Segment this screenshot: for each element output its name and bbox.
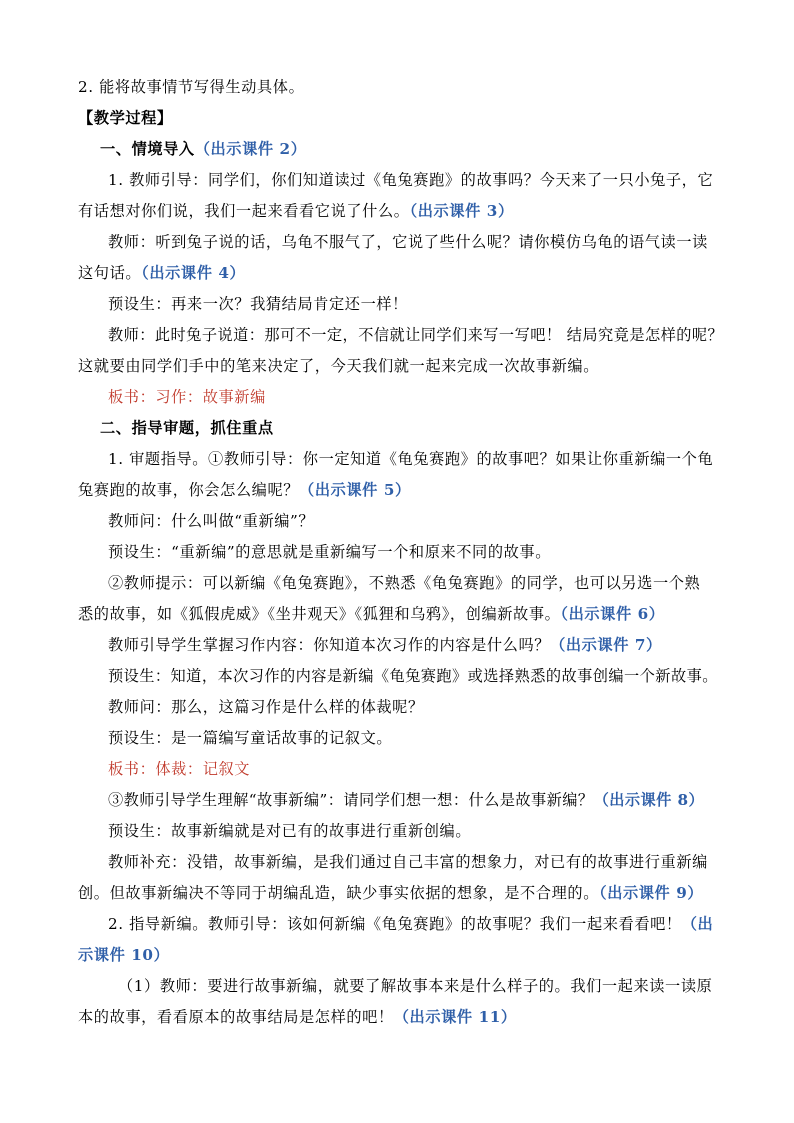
- paragraph-line: 教师：此时兔子说道：那可不一定，不信就让同学们来写一写吧！ 结局究竟是怎样的呢？: [108, 326, 724, 344]
- paragraph-line: （1）教师：要进行故事新编，就要了解故事本来是什么样子的。我们一起来读一读原: [118, 977, 713, 995]
- paragraph-line: 2. 指导新编。教师引导：该如何新编《龟兔赛跑》的故事呢？我们一起来看看吧！（出: [108, 915, 714, 933]
- paragraph-line: 有话想对你们说，我们一起来看看它说了什么。（出示课件 3）: [78, 202, 514, 220]
- objective-item-2: 2. 能将故事情节写得生动具体。: [78, 78, 305, 96]
- courseware-tag: （出示课件 2）: [194, 140, 307, 158]
- board-note: 板书：体裁：记叙文: [108, 760, 251, 778]
- paragraph-line: 1. 审题指导。①教师引导：你一定知道《龟兔赛跑》的故事吧？如果让你重新编一个龟: [108, 450, 714, 468]
- paragraph-line: 教师引导学生掌握习作内容：你知道本次习作的内容是什么吗？（出示课件 7）: [108, 636, 662, 654]
- paragraph-line: 这句话。（出示课件 4）: [78, 264, 246, 282]
- courseware-tag: 示课件 10）: [78, 946, 170, 964]
- paragraph-line: [78, 945, 169, 965]
- paragraph-line: 1. 教师引导：同学们，你们知道读过《龟兔赛跑》的故事吗？今天来了一只小兔子，它: [108, 171, 714, 189]
- section-1-title: 一、情境导入: [100, 140, 195, 158]
- board-note: 板书：习作：故事新编: [108, 388, 266, 406]
- courseware-tag: （出: [681, 915, 714, 933]
- paragraph-line: 兔赛跑的故事，你会怎么编呢？（出示课件 5）: [78, 481, 411, 499]
- paragraph-line: 教师补充：没错，故事新编，是我们通过自己丰富的想象力，对已有的故事进行重新编: [108, 853, 708, 871]
- process-heading: 【教学过程】: [78, 109, 173, 127]
- courseware-tag: （出示课件 4）: [141, 264, 246, 282]
- courseware-tag: （出示课件 5）: [299, 481, 411, 499]
- section-1-heading: [100, 139, 307, 159]
- paragraph-line: 预设生：再来一次？我猜结局肯定还一样！: [108, 295, 408, 313]
- paragraph-line: 预设生：是一篇编写童话故事的记叙文。: [108, 729, 393, 747]
- paragraph-line: 预设生：“重新编”的意思就是重新编写一个和原来不同的故事。: [108, 543, 551, 561]
- paragraph-line: 悉的故事，如《狐假虎威》《坐井观天》《狐狸和乌鸦》，创编新故事。（出示课件 6）: [78, 605, 665, 623]
- paragraph-line: 预设生：故事新编就是对已有的故事进行重新创编。: [108, 822, 472, 840]
- courseware-tag: （出示课件 8）: [593, 791, 705, 809]
- paragraph-line: 教师问：那么，这篇习作是什么样的体裁呢？: [108, 698, 424, 716]
- paragraph-line: 创。但故事新编决不等同于胡编乱造，缺少事实依据的想象，是不合理的。（出示课件 9）: [78, 884, 704, 902]
- courseware-tag: （出示课件 6）: [560, 605, 665, 623]
- paragraph-line: ③教师引导学生理解“故事新编”：请同学们想一想：什么是故事新编？（出示课件 8）: [108, 791, 705, 809]
- paragraph-line: 本的故事，看看原本的故事结局是怎样的吧！（出示课件 11）: [78, 1008, 517, 1026]
- courseware-tag: （出示课件 11）: [393, 1008, 517, 1026]
- paragraph-line: 教师：听到兔子说的话，乌龟不服气了，它说了些什么呢？请你模仿乌龟的语气读一读: [108, 233, 708, 251]
- paragraph-line: 教师问：什么叫做“重新编”？: [108, 512, 315, 530]
- paragraph-line: ②教师提示：可以新编《龟兔赛跑》，不熟悉《龟兔赛跑》的同学，也可以另选一个熟: [108, 574, 701, 592]
- courseware-tag: （出示课件 9）: [599, 884, 704, 902]
- paragraph-line: 这就要由同学们手中的笔来决定了，今天我们就一起来完成一次故事新编。: [78, 357, 599, 375]
- courseware-tag: （出示课件 3）: [409, 202, 514, 220]
- section-2-title: 二、指导审题，抓住重点: [100, 419, 274, 437]
- courseware-tag: （出示课件 7）: [550, 636, 662, 654]
- paragraph-line: 预设生：知道，本次习作的内容是新编《龟兔赛跑》或选择熟悉的故事创编一个新故事。: [108, 667, 718, 685]
